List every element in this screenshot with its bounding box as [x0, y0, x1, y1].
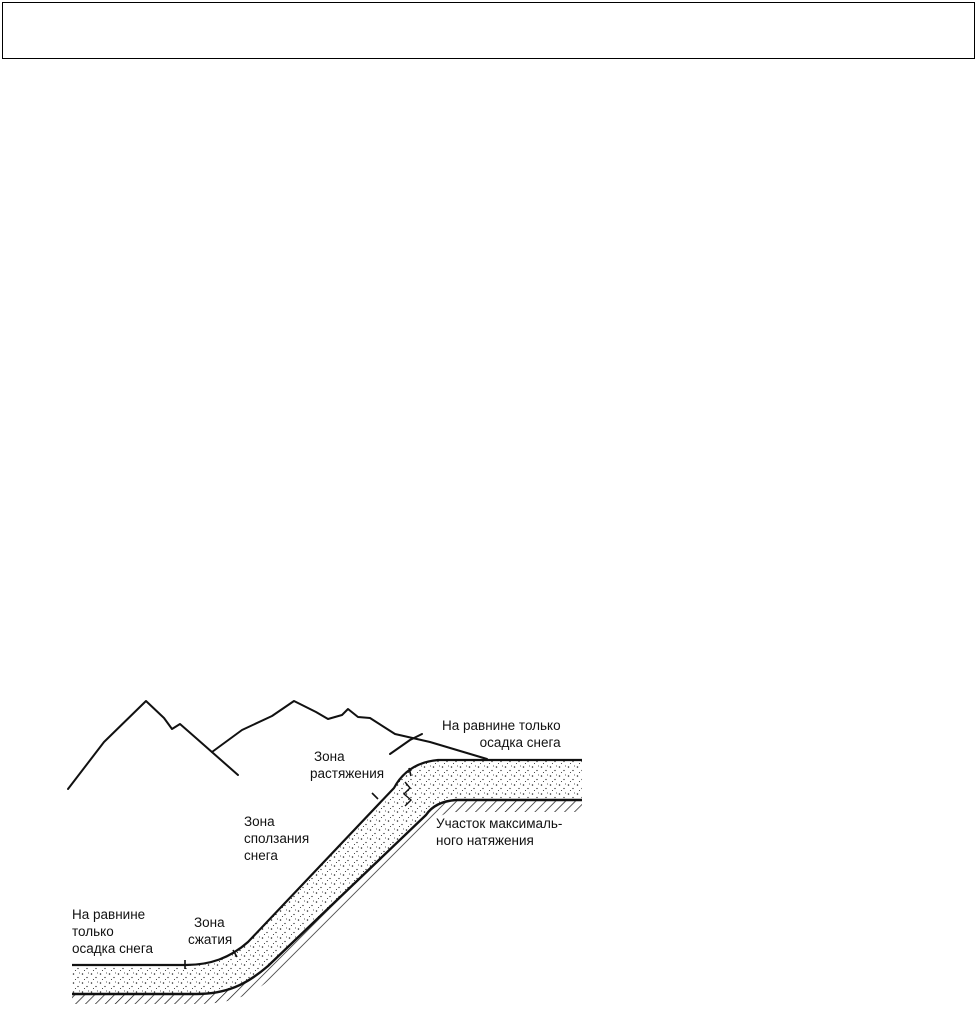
snow-layer [72, 760, 582, 994]
label-plain-top [442, 717, 561, 751]
label-compression-zone-line1: Зона [194, 915, 225, 930]
label-plain-top-line1: На равнине только [442, 718, 561, 733]
label-tension-zone-line2: растяжения [310, 766, 385, 781]
label-max-tension-line1: Участок максималь- [436, 816, 563, 831]
label-plain-bottom-line3: осадка снега [72, 941, 153, 956]
label-compression-zone [188, 914, 232, 948]
label-sliding-zone [244, 813, 309, 864]
label-compression-zone-line2: сжатия [188, 932, 233, 947]
label-sliding-zone-line1: Зона [244, 814, 275, 829]
label-max-tension [436, 815, 562, 849]
label-max-tension-line2: ного натяжения [436, 833, 534, 848]
label-sliding-zone-line2: сползания [244, 831, 310, 846]
label-tension-zone-line1: Зона [314, 749, 345, 764]
label-plain-bottom-line1: На равнине [72, 907, 146, 922]
label-tension-zone [310, 748, 385, 782]
label-plain-top-line2: осадка снега [479, 735, 561, 750]
left-mountain [68, 701, 238, 789]
label-plain-bottom [72, 906, 153, 957]
label-plain-bottom-line2: только [72, 924, 114, 939]
label-sliding-zone-line3: снега [244, 848, 278, 863]
